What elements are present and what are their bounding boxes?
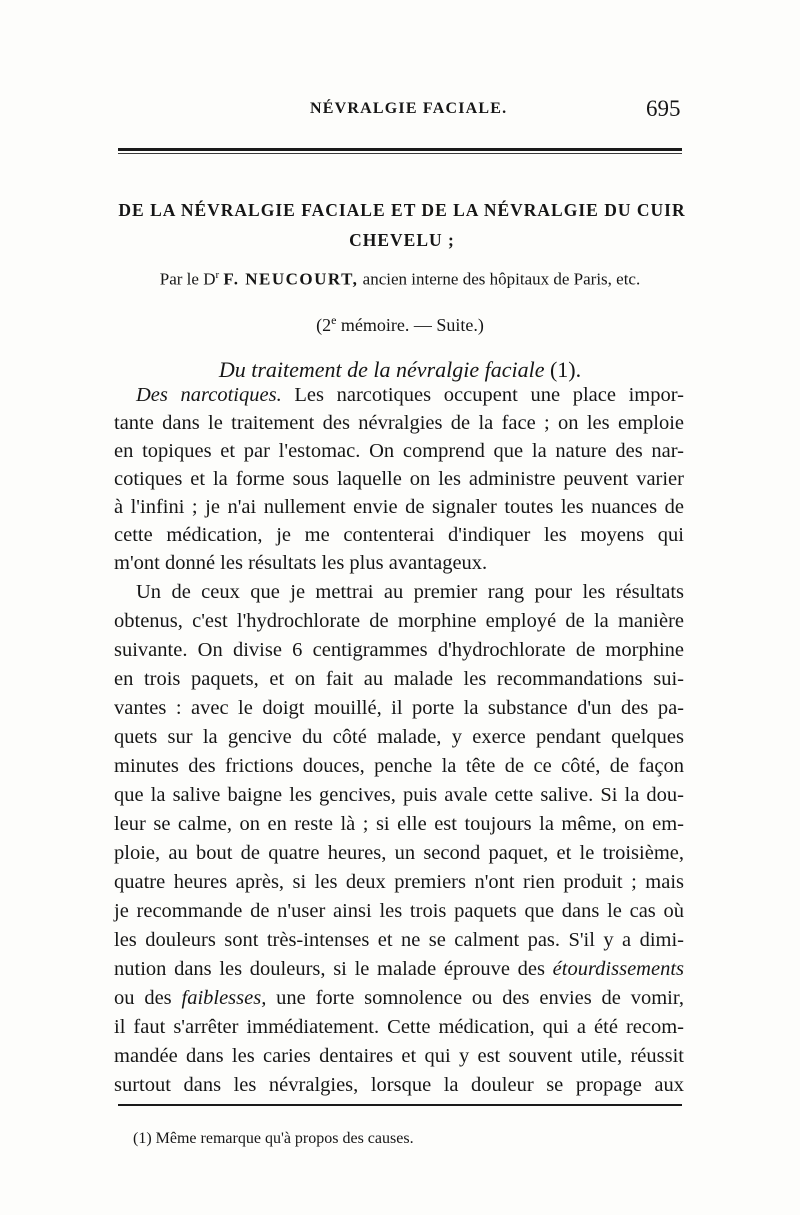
body-line: que la salive baigne les gencives, puis avale cette salive. Si la dou- [114,784,684,806]
paragraph-lead: Des narcotiques. [136,384,282,406]
memoire-rest: mémoire. — Suite.) [336,315,484,335]
body-line: vantes : avec le doigt mouillé, il porte la substance d'un des pa- [114,697,684,719]
italic-term: faiblesses, [181,987,267,1009]
italic-term: étourdissements [552,958,684,980]
header-rule [118,148,682,151]
article-title-line-1: DE LA NÉVRALGIE FACIALE ET DE LA NÉVRALGIE DU CUIR [118,200,686,220]
footnote: (1) Même remarque qu'à propos des causes. [133,1130,414,1147]
footnote-rule [118,1104,682,1106]
section-note-ref: (1). [544,357,582,382]
body-line: quets sur la gencive du côté malade, y exerce pendant quelques [114,726,684,748]
byline-sup: r [215,269,220,281]
body-line: je recommande de n'user ainsi les trois paquets que dans le cas où [114,900,684,922]
byline-prefix: Par le D [159,269,216,289]
memoire-sup: e [331,313,337,327]
header-rule-thin [118,153,682,154]
body-line: m'ont donné les résultats les plus avantageux. [114,552,488,574]
running-head [0,96,800,126]
body-line: Un de ceux que je mettrai au premier rang pour les résultats [136,581,684,603]
article-title-line-2: CHEVELU ; [349,230,455,250]
memoire-open: (2 [316,315,332,335]
body-line: en topiques et par l'estomac. On comprend que la nature des nar- [114,440,684,462]
body-line: à l'infini ; je n'ai nullement envie de signaler toutes les nuances de [114,496,684,518]
byline [110,269,690,290]
byline-suffix: ancien interne des hôpitaux de Paris, etc. [358,269,641,289]
page-number: 695 [646,96,681,121]
body-line: il faut s'arrêter immédiatement. Cette médication, qui a été recom- [114,1016,684,1038]
body-line: ploie, au bout de quatre heures, un second paquet, et le troisième, [114,842,684,864]
body-line: minutes des frictions douces, penche la tête de ce côté, de façon [114,755,684,777]
body-line: les douleurs sont très-intenses et ne se calment pas. S'il y a dimi- [114,929,684,951]
body-line: leur se calme, on en reste là ; si elle est toujours la même, on em- [114,813,684,835]
body-line: surtout dans les névralgies, lorsque la douleur se propage aux [114,1074,684,1096]
body-line: Des narcotiques. Les narcotiques occupent une place impor- [136,384,684,406]
body-line: en trois paquets, et on fait au malade les recommandations sui- [114,668,684,690]
running-head-title: NÉVRALGIE FACIALE. [310,100,508,117]
body-line: nution dans les douleurs, si le malade éprouve des étourdissements [114,958,684,980]
body-line: obtenus, c'est l'hydrochlorate de morphine employé de la manière [114,610,684,632]
memoire-note [110,313,690,336]
body-line: tante dans le traitement des névralgies de la face ; on les emploie [114,412,684,434]
article-title [112,195,692,255]
body-line: ou des faiblesses, une forte somnolence ou des envies de vomir, [114,987,685,1009]
body-line: mandée dans les caries dentaires et qui y est souvent utile, réussit [114,1045,684,1067]
body-line: cotiques et la forme sous laquelle on les administre peuvent varier [114,468,684,490]
section-heading [110,357,690,383]
body-line: suivante. On divise 6 centigrammes d'hydrochlorate de morphine [114,639,684,661]
body-line: quatre heures après, si les deux premiers n'ont rien produit ; mais [114,871,684,893]
section-heading-text: Du traitement de la névralgie faciale [218,357,545,382]
byline-author: F. NEUCOURT, [223,269,359,289]
body-line: cette médication, je me contenterai d'indiquer les moyens qui [114,524,684,546]
